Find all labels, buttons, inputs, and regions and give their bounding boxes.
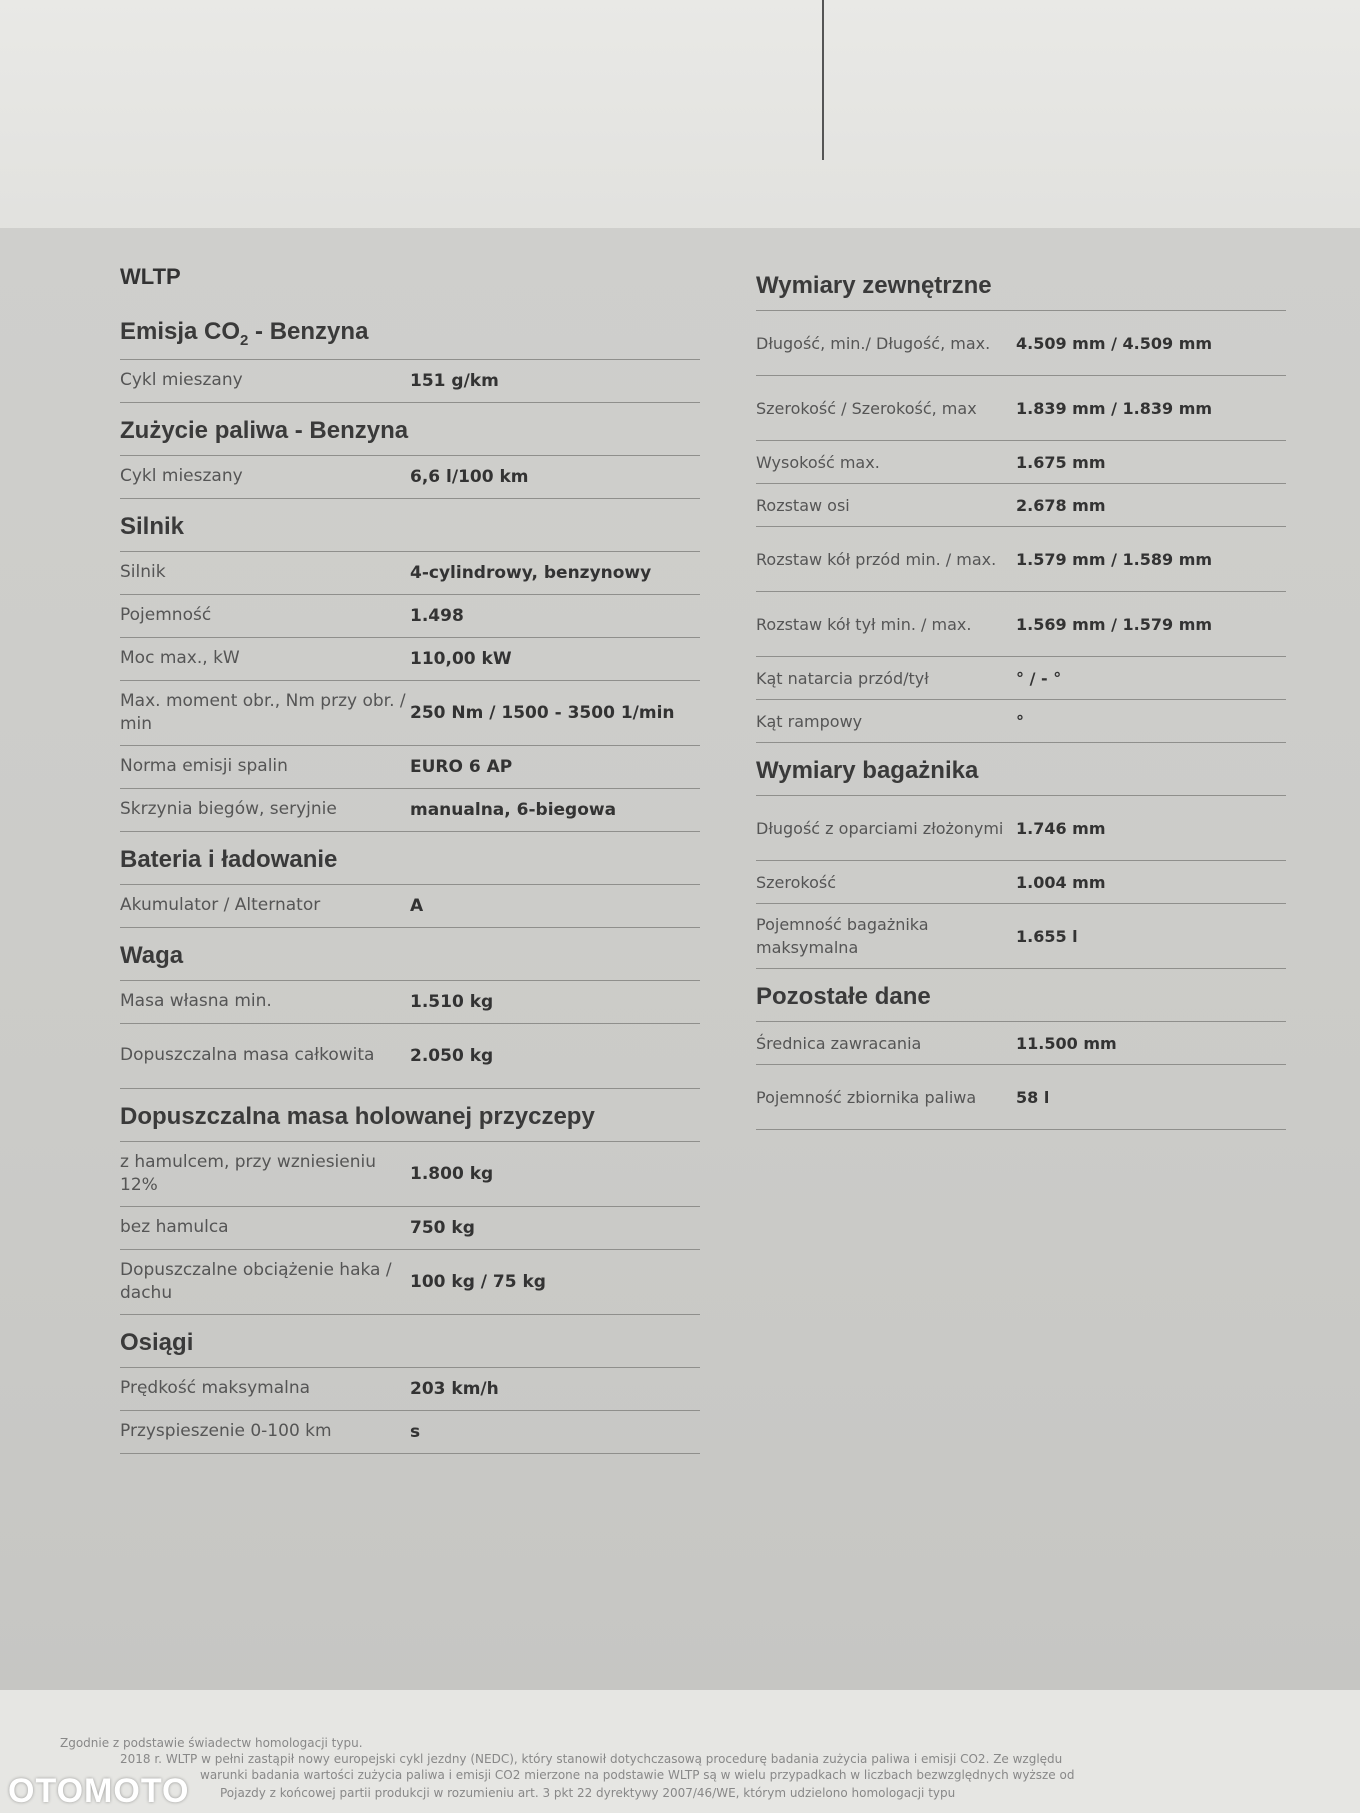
spec-value: 1.579 mm / 1.589 mm xyxy=(1016,549,1213,569)
spec-value: ° / - ° xyxy=(1016,668,1062,688)
spec-value: 1.498 xyxy=(410,605,464,626)
spec-label: Rozstaw kół tył min. / max. xyxy=(756,614,972,634)
spec-label: Kąt rampowy xyxy=(756,711,863,731)
spec-row xyxy=(756,311,1286,376)
section-engine: Silnik xyxy=(120,499,700,552)
spec-row xyxy=(756,700,1286,743)
spec-label: Długość, min./ Długość, max. xyxy=(756,333,991,353)
spec-label: Akumulator / Alternator xyxy=(120,895,321,916)
spec-label: Moc max., kW xyxy=(120,648,240,669)
spec-row xyxy=(120,681,700,746)
spec-row xyxy=(756,796,1286,861)
spec-row xyxy=(120,789,700,832)
spec-value: 1.800 kg xyxy=(410,1163,494,1184)
spec-row xyxy=(120,885,700,928)
spec-label: Max. moment obr., Nm przy obr. / min xyxy=(120,690,406,734)
spec-row xyxy=(120,456,700,499)
spec-value: 250 Nm / 1500 - 3500 1/min xyxy=(410,702,675,723)
spec-row xyxy=(756,861,1286,904)
spec-value: manualna, 6-biegowa xyxy=(410,799,617,820)
spec-label: Rozstaw kół przód min. / max. xyxy=(756,549,997,569)
spec-label: Masa własna min. xyxy=(120,991,272,1012)
spec-row xyxy=(120,1411,700,1454)
spec-value: 100 kg / 75 kg xyxy=(410,1271,546,1292)
spec-row xyxy=(756,527,1286,592)
section-co2: Emisja $CO_2$ - Benzyna xyxy=(120,304,700,360)
spec-value: ° xyxy=(1016,711,1024,731)
section-fuel: Zużycie paliwa - Benzyna xyxy=(120,403,700,456)
spec-row xyxy=(756,1022,1286,1065)
spec-row xyxy=(756,484,1286,527)
spec-value: 1.655 l xyxy=(1016,926,1078,946)
section-performance: Osiągi xyxy=(120,1315,700,1368)
spec-row xyxy=(120,1142,700,1207)
section-battery: Bateria i ładowanie xyxy=(120,832,700,885)
spec-label: Cykl mieszany xyxy=(120,466,243,487)
spec-label: z hamulcem, przy wzniesieniu 12% xyxy=(120,1151,377,1195)
spec-row xyxy=(756,657,1286,700)
spec-value: 1.004 mm xyxy=(1016,872,1106,892)
spec-row xyxy=(120,981,700,1024)
watermark-logo: OTOMOTO xyxy=(8,1772,190,1810)
spec-row xyxy=(756,441,1286,484)
section-other: Pozostałe dane xyxy=(756,969,1286,1022)
spec-value: 750 kg xyxy=(410,1217,475,1238)
spec-label: Skrzynia biegów, seryjnie xyxy=(120,799,337,820)
spec-label: bez hamulca xyxy=(120,1217,229,1238)
spec-value: 110,00 kW xyxy=(410,648,512,669)
spec-value: 1.839 mm / 1.839 mm xyxy=(1016,398,1213,418)
spec-row xyxy=(120,1024,700,1089)
spec-value: s xyxy=(410,1421,421,1442)
spec-label: Kąt natarcia przód/tył xyxy=(756,668,929,688)
spec-label: Dopuszczalne obciążenie haka / dachu xyxy=(120,1259,392,1303)
spec-label: Wysokość max. xyxy=(756,452,880,472)
spec-label: Pojemność xyxy=(120,605,212,626)
spec-row xyxy=(756,592,1286,657)
spec-value: 2.050 kg xyxy=(410,1045,494,1066)
left-column xyxy=(120,258,700,1454)
spec-row xyxy=(120,595,700,638)
spec-value: 4.509 mm / 4.509 mm xyxy=(1016,333,1213,353)
spec-label: Długość z oparciami złożonymi xyxy=(756,818,1004,838)
spec-label: Przyspieszenie 0-100 km xyxy=(120,1421,332,1442)
spec-row xyxy=(120,360,700,403)
spec-label: Cykl mieszany xyxy=(120,370,243,391)
section-weight: Waga xyxy=(120,928,700,981)
spec-row xyxy=(120,746,700,789)
spec-value: 4-cylindrowy, benzynowy xyxy=(410,562,652,583)
spec-label: Norma emisji spalin xyxy=(120,756,288,777)
spec-value: 1.569 mm / 1.579 mm xyxy=(1016,614,1213,634)
footnote: warunki badania wartości zużycia paliwa i emisji CO2 mierzone na podstawie WLTP są w wielu przypadkach w liczbach bezwzględnych wyższe od xyxy=(200,1768,1075,1782)
spec-label: Szerokość xyxy=(756,872,837,892)
spec-row xyxy=(120,552,700,595)
spec-row xyxy=(120,1207,700,1250)
section-trunk: Wymiary bagażnika xyxy=(756,743,1286,796)
spec-row xyxy=(120,1250,700,1315)
spec-row xyxy=(120,1368,700,1411)
section-exterior: Wymiary zewnętrzne xyxy=(756,258,1286,311)
spec-row xyxy=(756,376,1286,441)
fold-line xyxy=(822,0,824,160)
section-towing: Dopuszczalna masa holowanej przyczepy xyxy=(120,1089,700,1142)
spec-value: 6,6 l/100 km xyxy=(410,466,529,487)
spec-label: Rozstaw osi xyxy=(756,495,850,515)
spec-label: Pojemność zbiornika paliwa xyxy=(756,1087,977,1107)
spec-value: EURO 6 AP xyxy=(410,756,513,777)
spec-value: 1.746 mm xyxy=(1016,818,1106,838)
spec-value: 11.500 mm xyxy=(1016,1033,1117,1053)
spec-value: A xyxy=(410,895,424,916)
doc-title: WLTP xyxy=(120,264,181,289)
spec-label: Pojemność bagażnika maksymalna xyxy=(756,915,929,957)
spec-value: 1.675 mm xyxy=(1016,452,1106,472)
spec-value: 203 km/h xyxy=(410,1378,499,1399)
spec-label: Silnik xyxy=(120,562,166,583)
footnote: 2018 r. WLTP w pełni zastąpił nowy europejski cykl jezdny (NEDC), który stanowił dotychczasową procedurę badania zużycia paliwa i emisji CO2. Ze względu xyxy=(120,1752,1063,1766)
spec-row xyxy=(756,904,1286,969)
spec-row xyxy=(756,1065,1286,1130)
right-column xyxy=(756,258,1286,1130)
spec-label: Prędkość maksymalna xyxy=(120,1378,311,1399)
spec-label: Szerokość / Szerokość, max xyxy=(756,398,977,418)
spec-value: 1.510 kg xyxy=(410,991,494,1012)
background-paper xyxy=(0,0,1360,245)
spec-value: 151 g/km xyxy=(410,370,499,391)
spec-value: 58 l xyxy=(1016,1087,1050,1107)
footnote: Pojazdy z końcowej partii produkcji w rozumieniu art. 3 pkt 22 dyrektywy 2007/46/WE, którym udzielono homologacji typu xyxy=(220,1786,956,1800)
spec-label: Średnica zawracania xyxy=(756,1033,922,1053)
spec-label: Dopuszczalna masa całkowita xyxy=(120,1045,375,1066)
footnote: Zgodnie z podstawie świadectw homologacji typu. xyxy=(60,1736,363,1750)
spec-value: 2.678 mm xyxy=(1016,495,1106,515)
spec-row xyxy=(120,638,700,681)
